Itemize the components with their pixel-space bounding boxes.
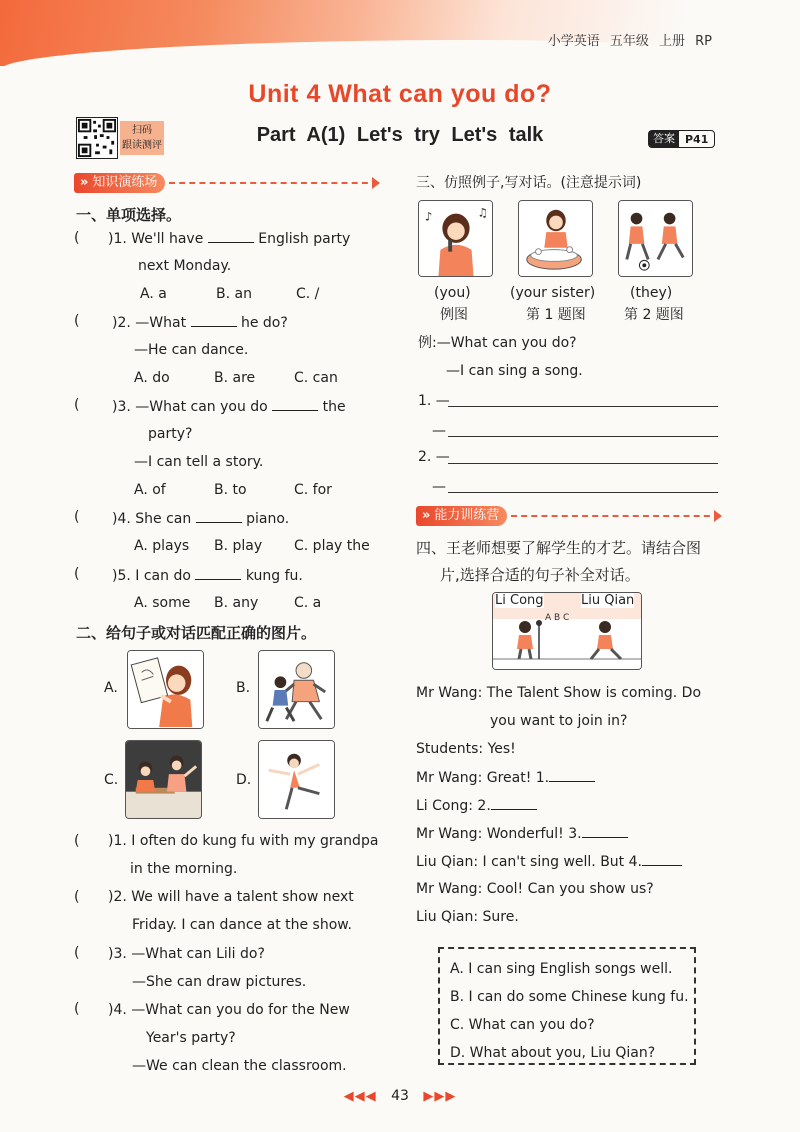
- q3-option-b[interactable]: B. to: [214, 482, 247, 498]
- q1-option-b[interactable]: B. an: [216, 286, 252, 302]
- write-2-answer-line[interactable]: [448, 492, 718, 493]
- caption-2: (they): [630, 285, 673, 301]
- qr-label-line2: 跟读测评: [122, 140, 162, 151]
- dialogue-blank-2[interactable]: [491, 795, 537, 810]
- write-1-answer-line[interactable]: [448, 436, 718, 437]
- book-info: 小学英语 五年级 上册 RP: [547, 34, 712, 49]
- q3-option-a[interactable]: A. of: [134, 482, 166, 498]
- banner-tag: » 知识演练场: [74, 173, 165, 193]
- dialogue-line-5: [416, 823, 628, 844]
- write-1-label: 1. —: [418, 393, 450, 409]
- banner-tag: » 能力训练营: [416, 506, 507, 526]
- picture-label-d: D.: [236, 772, 252, 788]
- dialogue-blank-3[interactable]: [582, 823, 628, 838]
- part-title: Part A(1) Let's try Let's talk: [256, 124, 544, 146]
- q4-line1: [112, 508, 289, 529]
- m4-line1: )4. —What can you do for the New: [108, 1002, 350, 1018]
- dialogue-line-3: [416, 767, 595, 788]
- dialogue-blank-1[interactable]: [549, 767, 595, 782]
- option-b[interactable]: B. I can do some Chinese kung fu.: [450, 989, 689, 1005]
- m1-line2: in the morning.: [130, 861, 238, 877]
- page-footer: [0, 1088, 800, 1104]
- subcaption-example: 例图: [440, 307, 468, 323]
- write-1-dash: —: [432, 423, 446, 439]
- dialogue-line-6: [416, 851, 682, 872]
- answer-paren-open: (: [74, 566, 80, 582]
- answer-paren-open: (: [74, 313, 80, 329]
- section-1-heading: 一、单项选择。: [76, 206, 182, 224]
- q1-line1: [108, 228, 350, 249]
- subcaption-2: 第 2 题图: [624, 307, 684, 323]
- write-2-question-line[interactable]: [448, 463, 718, 464]
- options-box: [438, 947, 696, 1065]
- picture-label-c: C.: [104, 772, 119, 788]
- q5-text-a: )5. I can do: [112, 568, 191, 584]
- q3-line2: party?: [148, 426, 193, 442]
- svg-text:♪: ♪: [424, 209, 433, 224]
- picture-a-drawing-girl[interactable]: [127, 650, 204, 729]
- answer-paren-open: (: [74, 397, 80, 413]
- q5-blank[interactable]: [195, 565, 241, 580]
- picture-c-classroom[interactable]: [125, 740, 202, 819]
- music-letters: A B C: [545, 613, 570, 623]
- answer-paren-open: (: [74, 1001, 80, 1017]
- q1-text-a: )1. We'll have: [108, 231, 204, 247]
- q3-blank[interactable]: [272, 396, 318, 411]
- banner-label: 知识演练场: [92, 175, 158, 190]
- qr-label-line1: 扫码: [132, 125, 152, 136]
- q5-text-b: kung fu.: [245, 568, 303, 584]
- next-page-arrows-icon[interactable]: ▶▶▶: [423, 1089, 457, 1104]
- option-d[interactable]: D. What about you, Liu Qian?: [450, 1045, 656, 1061]
- dialogue-line-8: Liu Qian: Sure.: [416, 909, 519, 925]
- label-li-cong: Li Cong: [495, 593, 544, 608]
- answer-paren-open: (: [74, 833, 80, 849]
- q2-line2: —He can dance.: [134, 342, 249, 358]
- picture-d-dancing-girl[interactable]: [258, 740, 335, 819]
- dialogue-5-text: Mr Wang: Wonderful! 3.: [416, 826, 582, 842]
- picture-label-a: A.: [104, 680, 118, 696]
- dialogue-line-1b: you want to join in?: [490, 713, 628, 729]
- m3-line1: )3. —What can Lili do?: [108, 946, 265, 962]
- dialogue-line-7: Mr Wang: Cool! Can you show us?: [416, 881, 654, 897]
- q1-text-b: English party: [258, 231, 351, 247]
- q5-option-c[interactable]: C. a: [294, 595, 322, 611]
- q2-blank[interactable]: [191, 312, 237, 327]
- unit-title: Unit 4 What can you do?: [248, 80, 552, 108]
- m4-line2: Year's party?: [146, 1030, 236, 1046]
- prev-page-arrows-icon[interactable]: ◀◀◀: [343, 1089, 377, 1104]
- answer-key-label: 答案: [649, 131, 679, 147]
- dialogue-3-text: Mr Wang: Great! 1.: [416, 770, 550, 786]
- m2-line1: )2. We will have a talent show next: [108, 889, 354, 905]
- dialogue-line-4: [416, 795, 537, 816]
- label-liu-qian: Liu Qian: [581, 593, 635, 608]
- page-number: 43: [391, 1088, 409, 1104]
- picture-b-kung-fu[interactable]: [258, 650, 335, 729]
- example-question: 例:—What can you do?: [418, 335, 577, 351]
- m2-line2: Friday. I can dance at the show.: [132, 917, 352, 933]
- banner-label: 能力训练营: [434, 508, 500, 523]
- dialogue-blank-4[interactable]: [642, 851, 682, 866]
- answer-paren-open: (: [74, 230, 80, 246]
- q2-line1: [112, 312, 288, 333]
- answer-paren-open: (: [74, 889, 80, 905]
- subcaption-1: 第 1 题图: [526, 307, 586, 323]
- q2-option-c[interactable]: C. can: [294, 370, 338, 386]
- answer-page: P41: [685, 132, 709, 146]
- q2-text-b: he do?: [240, 315, 288, 331]
- q2-text-a: )2. —What: [112, 315, 187, 331]
- section-2-heading: 二、给句子或对话匹配正确的图片。: [76, 624, 317, 642]
- example-picture-singing[interactable]: [418, 200, 493, 277]
- q3-option-c[interactable]: C. for: [294, 482, 332, 498]
- answer-paren-open: (: [74, 945, 80, 961]
- q5-line1: [112, 565, 303, 586]
- answer-paren-open: (: [74, 509, 80, 525]
- write-2-label: 2. —: [418, 449, 450, 465]
- q4-option-a[interactable]: A. plays: [134, 538, 190, 554]
- section-banner-ability: [416, 505, 720, 527]
- q3-text-b: the: [322, 399, 346, 415]
- q1-option-a[interactable]: A. a: [140, 286, 167, 302]
- section-banner-practice: [74, 172, 378, 194]
- caption-1: (your sister): [510, 285, 596, 301]
- banner-dashed-line: [169, 182, 378, 184]
- q5-option-b[interactable]: B. any: [214, 595, 259, 611]
- q2-option-b[interactable]: B. are: [214, 370, 256, 386]
- picture-1-washing[interactable]: [518, 200, 593, 277]
- dialogue-6-text: Liu Qian: I can't sing well. But 4.: [416, 854, 642, 870]
- section-4-heading-line2: 片,选择合适的句子补全对话。: [440, 566, 640, 584]
- q5-option-a[interactable]: A. some: [134, 595, 191, 611]
- q4-text-b: piano.: [246, 511, 290, 527]
- section-3-heading: 三、仿照例子,写对话。(注意提示词): [416, 175, 642, 191]
- m3-line2: —She can draw pictures.: [132, 974, 307, 990]
- section-4-heading-line1: 四、王老师想要了解学生的才艺。请结合图: [416, 539, 702, 557]
- example-answer: —I can sing a song.: [446, 363, 583, 379]
- option-a[interactable]: A. I can sing English songs well.: [450, 961, 673, 977]
- q4-text-a: )4. She can: [112, 511, 192, 527]
- q4-blank[interactable]: [196, 508, 242, 523]
- picture-label-b: B.: [236, 680, 251, 696]
- dialogue-line-2: Students: Yes!: [416, 741, 516, 757]
- m4-line3: —We can clean the classroom.: [132, 1058, 347, 1074]
- talent-show-picture[interactable]: [492, 592, 642, 670]
- caption-example: (you): [434, 285, 471, 301]
- q3-text-a: )3. —What can you do: [112, 399, 268, 415]
- option-c[interactable]: C. What can you do?: [450, 1017, 595, 1033]
- q1-option-c[interactable]: C. /: [296, 286, 320, 302]
- q3-line1: [112, 396, 346, 417]
- q2-option-a[interactable]: A. do: [134, 370, 170, 386]
- svg-text:♫: ♫: [477, 205, 488, 220]
- q4-option-b[interactable]: B. play: [214, 538, 263, 554]
- dialogue-4-text: Li Cong: 2.: [416, 798, 491, 814]
- write-1-question-line[interactable]: [448, 406, 718, 407]
- picture-2-football[interactable]: [618, 200, 693, 277]
- answer-reference[interactable]: [648, 130, 715, 148]
- q4-option-c[interactable]: C. play the: [294, 538, 370, 554]
- write-2-dash: —: [432, 479, 446, 495]
- banner-dashed-line: [511, 515, 720, 517]
- q3-line3: —I can tell a story.: [134, 454, 264, 470]
- dialogue-line-1a: Mr Wang: The Talent Show is coming. Do: [416, 685, 702, 701]
- m1-line1: )1. I often do kung fu with my grandpa: [108, 833, 379, 849]
- q1-line2: next Monday.: [138, 258, 232, 274]
- q1-blank[interactable]: [208, 228, 254, 243]
